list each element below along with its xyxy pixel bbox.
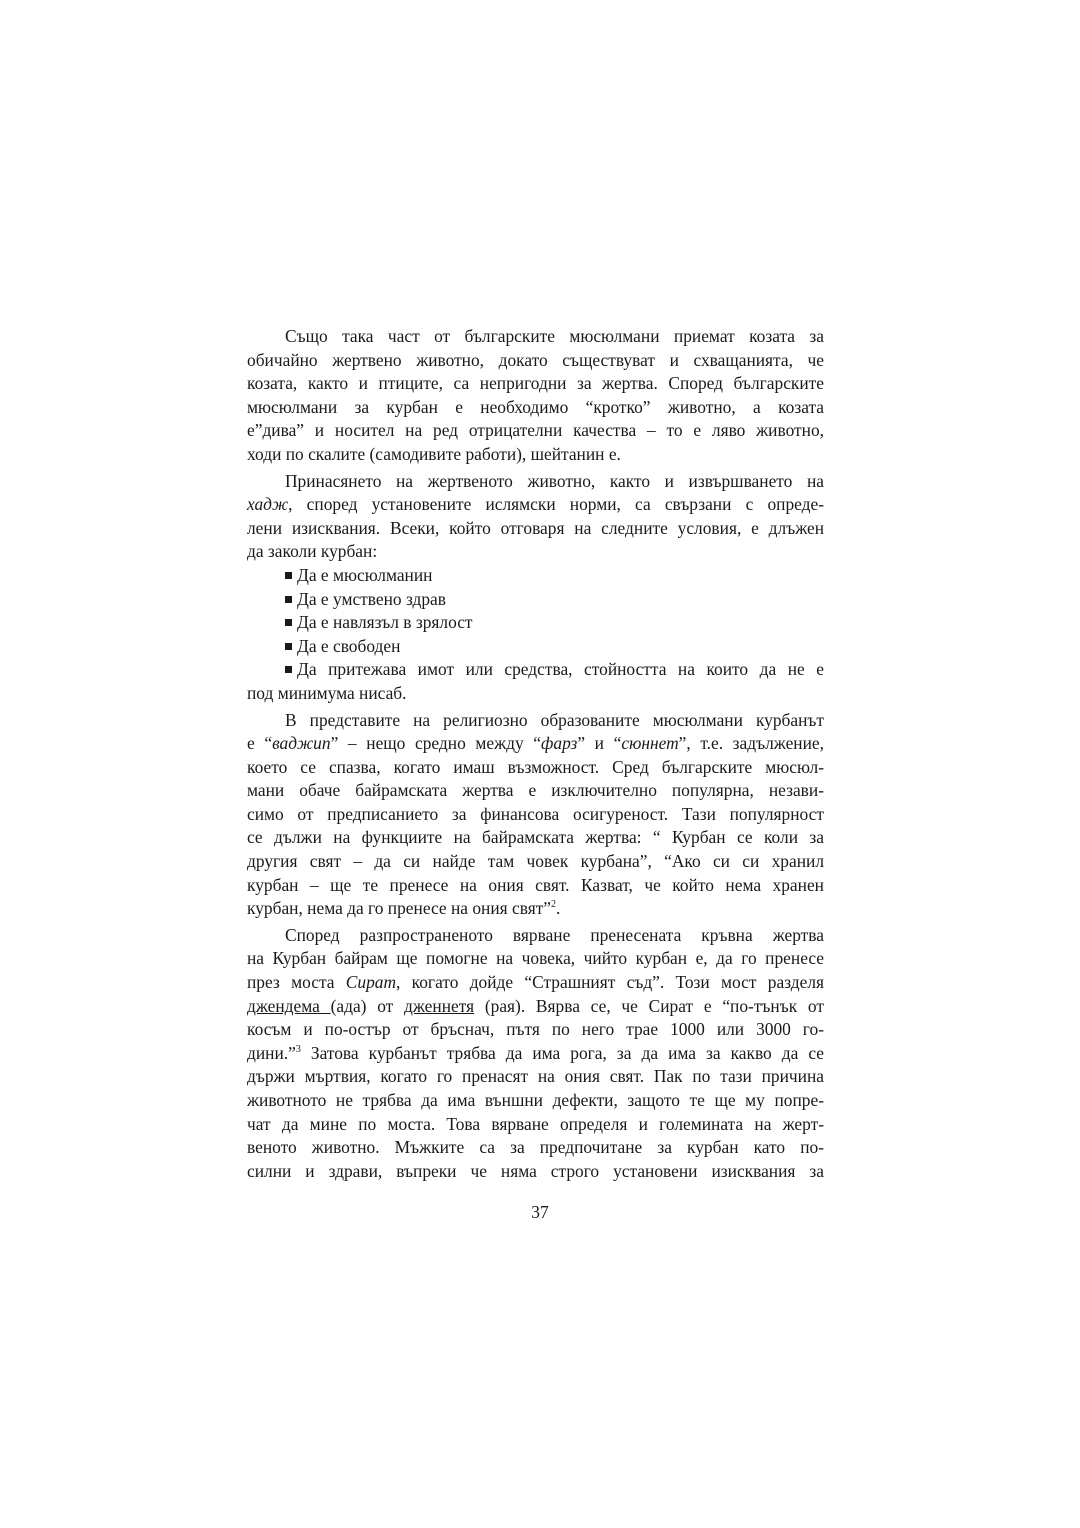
term-jendem: джендема (247, 995, 331, 1016)
paragraph-goat (247, 325, 824, 467)
paragraph-vajip (247, 709, 824, 921)
term-sunnet: сюннет (621, 733, 679, 754)
term-vajip: ваджип (272, 733, 331, 754)
text-line: е “ваджип” – нещо средно между “фарз” и “сюннет”, т.е. задължение, (247, 733, 824, 754)
term-hajj: хадж (247, 494, 289, 515)
list-item: Да е умствено здрав (247, 588, 824, 612)
footnote-ref: 3 (295, 1043, 301, 1055)
paragraph-sirat (247, 924, 824, 1184)
text-line: косъм и по-остър от бръснач, пътя по него трае 1000 или 3000 го- (247, 1019, 824, 1040)
text-line: през моста Сират, когато дойде “Страшният съд”. Този мост разделя (247, 972, 824, 993)
term-jennet: дженнетя (404, 995, 475, 1016)
list-item: Да е навлязъл в зрялост (247, 611, 824, 635)
text-line: мани обаче байрамската жертва е изключително популярна, незави- (247, 780, 824, 801)
text-line: лени изисквания. Всеки, който отговаря на следните условия, е длъжен (247, 517, 824, 538)
term-farz: фарз (541, 733, 578, 754)
footnote-ref: 2 (551, 899, 557, 911)
text-line: козата, както и птиците, са непригодни за жертва. Според българските (247, 373, 824, 394)
text-line: под минимума нисаб. (247, 682, 407, 703)
body-text (247, 325, 824, 1183)
text-line: джендема (ада) от дженнетя (рая). Вярва се, че Сират е “по-тънък от (247, 995, 824, 1016)
list-item: Да е мюсюлманин (247, 564, 824, 588)
text-line: хадж, според установените ислямски норми, са свързани с опреде- (247, 494, 824, 515)
list-item: Да е свободен (247, 635, 824, 659)
text-line: Също така част от българските мюсюлмани приемат козата за (285, 326, 824, 346)
text-line: веното животно. Мъжките са за предпочитане за курбан като по- (247, 1137, 824, 1158)
text-line: чат да мине по моста. Това вярване определя и големината на жерт- (247, 1113, 824, 1134)
text-line: на Курбан байрам ще помогне на човека, чийто курбан е, да го пренесе (247, 948, 824, 969)
text-line: курбан, нема да го пренесе на ония свят”$^2$. (247, 898, 561, 919)
text-line: се дължи на функциите на байрамската жертва: “ Курбан се коли за (247, 827, 824, 848)
bullet-icon (285, 619, 292, 626)
page-number: 37 (531, 1202, 549, 1222)
text-line: В представите на религиозно образованите мюсюлмани курбанът (285, 709, 824, 730)
bullet-icon (285, 666, 292, 673)
paragraph-requirements (247, 470, 824, 564)
text-line: Принасянето на жертвеното животно, както и извършването на (285, 470, 824, 491)
text-line: другия свят – да си найде там човек курбана”, “Ако си си хранил (247, 851, 824, 872)
text-line: животното не трябва да има външни дефекти, защото те ще му попре- (247, 1090, 824, 1110)
text-line: обичайно жертвено животно, докато съществуват и схващанията, че (247, 349, 824, 370)
text-line: държи мъртвия, когато го пренасят на ония свят. Пак по тази причина (247, 1066, 824, 1087)
text-line: мюсюлмани за курбан е необходимо “кротко” животно, а козата (247, 396, 824, 417)
text-line: да заколи курбан: (247, 541, 378, 562)
list-item: Да притежава имот или средства, стойността на които да не е (247, 658, 824, 682)
text-line: Според разпространеното вярване пренесената кръвна жертва (285, 924, 824, 945)
text-line: курбан – ще те пренесе на ония свят. Казват, че който нема хранен (247, 874, 824, 895)
text-line: симо от предписанието за финансова осигуреност. Тази популярност (247, 803, 824, 824)
bullet-icon (285, 596, 292, 603)
term-sirat: Сират (345, 972, 397, 993)
text-line: е”дива” и носител на ред отрицателни качества – то е ляво животно, (247, 420, 824, 441)
bullet-icon (285, 572, 292, 579)
text-line: силни и здрави, въпреки че няма строго установени изисквания за (247, 1160, 824, 1181)
bullet-icon (285, 643, 292, 650)
text-line: дини.”$^3$ Затова курбанът трябва да има рога, за да има за какво да се (247, 1042, 824, 1063)
requirements-list (247, 564, 824, 706)
text-line: което се спазва, когато имаш възможност. Сред българските мюсюл- (247, 756, 824, 777)
text-line: ходи по скалите (самодивите работи), шейтанин е. (247, 443, 621, 464)
